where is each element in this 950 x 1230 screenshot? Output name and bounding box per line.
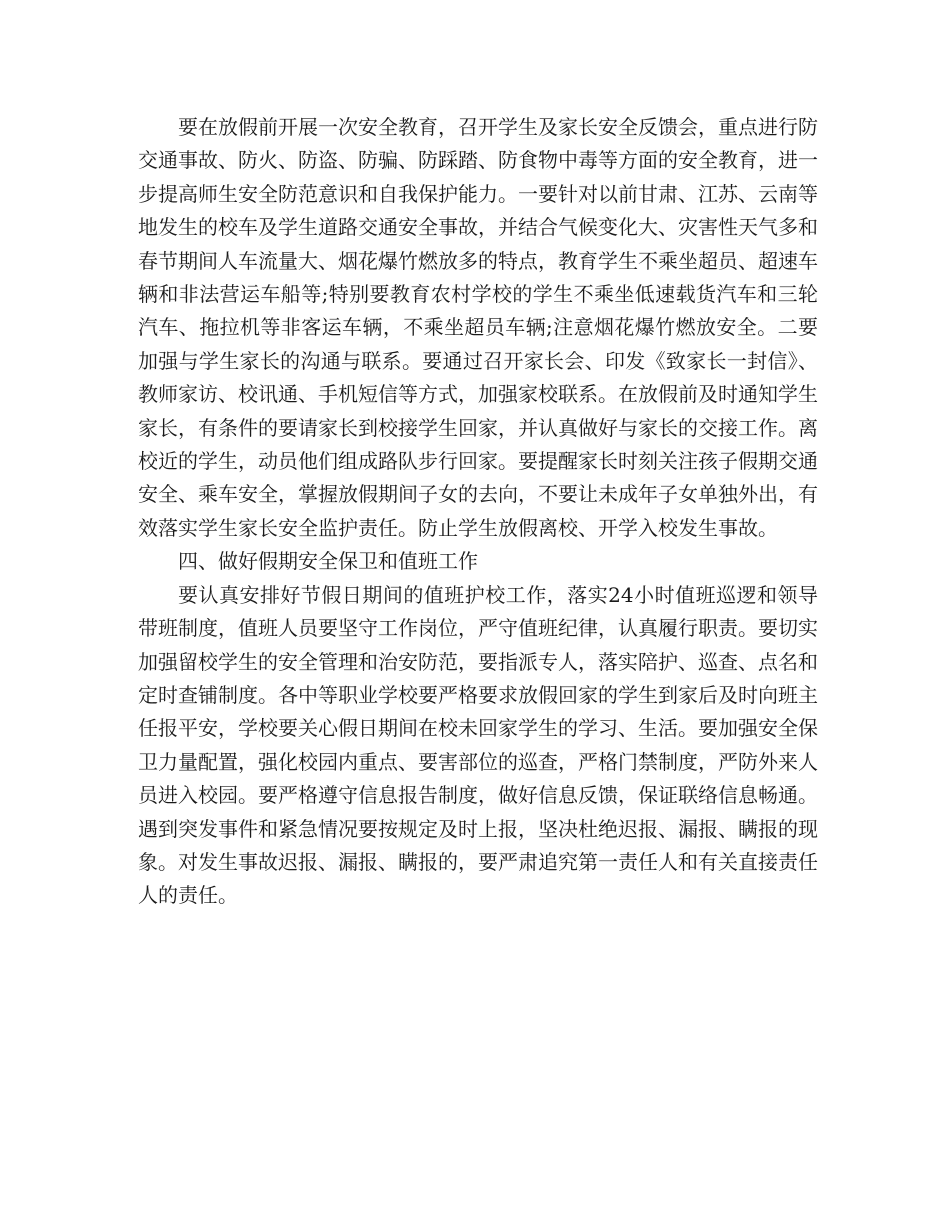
- section-heading: 四、做好假期安全保卫和值班工作: [178, 549, 478, 574]
- body-paragraph-1: 要在放假前开展一次安全教育，召开学生及家长安全反馈会，重点进行防交通事故、防火、防盗、防骗、防踩踏、防食物中毒等方面的安全教育，进一步提高师生安全防范意识和自我保护能力。一要针对以前甘肃、江苏、云南等地发生的校车及学生道路交通安全事故，并结合气候变化大、灾害性天气多和春节期间人车流量大、烟花爆竹燃放多的特点，教育学生不乘坐超员、超速车辆和非法营运车船等;特别要教育农村学校的学生不乘坐低速载货汽车和三轮汽车、拖拉机等非客运车辆，不乘坐超员车辆;注意烟花爆竹燃放安全。二要加强与学生家长的沟通与联系。要通过召开家长会、印发《致家长一封信》、教师家访、校讯通、手机短信等方式，加强家校联系。在放假前及时通知学生家长，有条件的要请家长到校接学生回家，并认真做好与家长的交接工作。离校近的学生，动员他们组成路队步行回家。要提醒家长时刻关注孩子假期交通安全、乘车安全，掌握放假期间子女的去向，不要让未成年子女单独外出，有效落实学生家长安全监护责任。防止学生放假离校、开学入校发生事故。: [138, 115, 818, 540]
- document-body: [138, 111, 818, 913]
- body-paragraph-2: 要认真安排好节假日期间的值班护校工作，落实24小时值班巡逻和领导带班制度，值班人员要坚守工作岗位，严守值班纪律，认真履行职责。要切实加强留校学生的安全管理和治安防范，要指派专人，落实陪护、巡查、点名和定时查铺制度。各中等职业学校要严格要求放假回家的学生到家后及时向班主任报平安，学校要关心假日期间在校未回家学生的学习、生活。要加强安全保卫力量配置，强化校园内重点、要害部位的巡查，严格门禁制度，严防外来人员进入校园。要严格遵守信息报告制度，做好信息反馈，保证联络信息畅通。遇到突发事件和紧急情况要按规定及时上报，坚决杜绝迟报、漏报、瞒报的现象。对发生事故迟报、漏报、瞒报的，要严肃追究第一责任人和有关直接责任人的责任。: [138, 582, 818, 908]
